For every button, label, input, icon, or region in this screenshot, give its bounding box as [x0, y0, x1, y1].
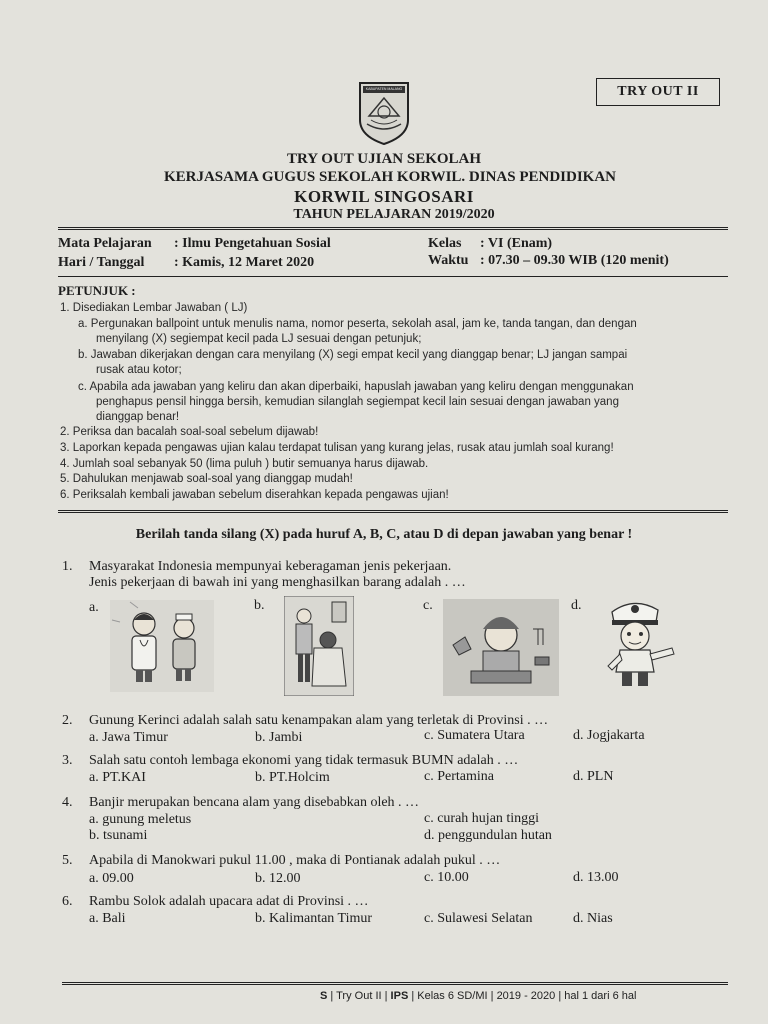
option-a: a.: [89, 600, 99, 615]
option-c: c. Sumatera Utara: [424, 728, 525, 743]
question-number: 5.: [62, 853, 73, 868]
instructions-rule: [58, 510, 728, 513]
footer-kelas: Kelas 6 SD/MI: [417, 990, 488, 1002]
option-d: d. penggundulan hutan: [424, 828, 552, 843]
option-b: b. Jambi: [255, 730, 303, 745]
footer-year: 2019 - 2020: [496, 990, 556, 1002]
header-line-3: KORWIL SINGOSARI: [294, 187, 474, 206]
class-label: Kelas: [428, 236, 462, 251]
option-c: c. 10.00: [424, 870, 469, 885]
option-b: b.: [254, 598, 265, 613]
question-text: Salah satu contoh lembaga ekonomi yang tidak termasuk BUMN adalah . …: [89, 753, 519, 768]
option-c: c. Sulawesi Selatan: [424, 911, 533, 926]
option-c: c. curah hujan tinggi: [424, 811, 540, 826]
info-rule: [58, 276, 728, 277]
instruction-line: 4. Jumlah soal sebanyak 50 (lima puluh ) butir semuanya harus dijawab.: [60, 458, 429, 470]
date-label: Hari / Tanggal: [58, 255, 145, 270]
date-value: : Kamis, 12 Maret 2020: [174, 255, 315, 270]
try-out-badge: TRY OUT II: [596, 78, 720, 106]
option-d: d. PLN: [573, 769, 614, 784]
instruction-line: 2. Periksa dan bacalah soal-soal sebelum dijawab!: [60, 426, 319, 438]
instruction-line: b. Jawaban dikerjakan dengan cara menyilang (X) segi empat kecil yang dianggap benar; LJ jangan sampai: [78, 349, 628, 361]
option-d: d. Jogjakarta: [573, 728, 645, 743]
question-text: Banjir merupakan bencana alam yang disebabkan oleh . …: [89, 795, 420, 810]
question-text: Masyarakat Indonesia mempunyai keberagaman jenis pekerjaan.: [89, 559, 452, 574]
footer-page: hal 1 dari 6 hal: [564, 990, 637, 1002]
subject-label: Mata Pelajaran: [58, 236, 152, 251]
question-text: Rambu Solok adalah upacara adat di Provinsi . …: [89, 894, 369, 909]
option-c: c. Pertamina: [424, 769, 494, 784]
option-a: a. PT.KAI: [89, 770, 146, 785]
option-b: b. PT.Holcim: [255, 770, 330, 785]
doctor-nurse-picture: [110, 600, 214, 692]
option-b: b. Kalimantan Timur: [255, 911, 373, 926]
instruction-line: dianggap benar!: [96, 411, 180, 423]
instruction-line: 6. Periksalah kembali jawaban sebelum diserahkan kepada pengawas ujian!: [60, 489, 449, 501]
time-label: Waktu: [428, 253, 469, 268]
logo-text: KABUPATEN MALANG: [365, 87, 403, 91]
footer-rule: [62, 982, 728, 985]
instruction-line: a. Pergunakan ballpoint untuk menulis nama, nomor peserta, sekolah asal, jam ke, tanda tangan, dan dengan: [78, 318, 637, 330]
option-a: a. Bali: [89, 911, 126, 926]
question-number: 3.: [62, 753, 73, 768]
header-line-2: KERJASAMA GUGUS SEKOLAH KORWIL. DINAS PENDIDIKAN: [163, 169, 617, 185]
page-footer: S | Try Out II | IPS | Kelas 6 SD/MI | 2019 - 2020 | hal 1 dari 6 hal: [320, 990, 637, 1002]
header-rule: [58, 227, 728, 230]
instruction-line: 3. Laporkan kepada pengawas ujian kalau terdapat tulisan yang kurang jelas, rusak atau jumlah soal kurang!: [60, 442, 614, 454]
option-a: a. Jawa Timur: [89, 730, 168, 745]
answer-instruction: Berilah tanda silang (X) pada huruf A, B, C, atau D di depan jawaban yang benar !: [135, 527, 633, 542]
instruction-line: 5. Dahulukan menjawab soal-soal yang dianggap mudah!: [60, 473, 353, 485]
option-a: a. gunung meletus: [89, 812, 192, 827]
footer-subject: IPS: [390, 990, 409, 1002]
police-officer-picture: [598, 596, 676, 690]
option-d: d.: [571, 598, 582, 613]
question-number: 6.: [62, 894, 73, 909]
instruction-line: c. Apabila ada jawaban yang keliru dan akan diperbaiki, hapuslah jawaban yang keliru dengan menggunakan: [78, 381, 634, 393]
instruction-line: menyilang (X) segiempat kecil pada LJ sesuai dengan petunjuk;: [96, 333, 422, 345]
header-line-1: TRY OUT UJIAN SEKOLAH: [286, 151, 482, 167]
subject-value: : Ilmu Pengetahuan Sosial: [174, 236, 331, 251]
question-text: Jenis pekerjaan di bawah ini yang menghasilkan barang adalah . …: [89, 575, 466, 590]
barber-picture: [284, 596, 354, 696]
option-b: b. 12.00: [255, 871, 301, 886]
option-c: c.: [423, 598, 433, 613]
footer-tryout: Try Out II: [336, 990, 382, 1002]
question-text: Gunung Kerinci adalah salah satu kenampakan alam yang terletak di Provinsi . …: [89, 713, 549, 728]
question-number: 1.: [62, 559, 73, 574]
instruction-line: 1. Disediakan Lembar Jawaban ( LJ): [60, 302, 248, 314]
craftsman-picture: [443, 599, 559, 696]
question-number: 4.: [62, 795, 73, 810]
footer-s: S: [320, 990, 328, 1002]
question-text: Apabila di Manokwari pukul 11.00 , maka di Pontianak adalah pukul . …: [89, 853, 501, 868]
option-b: b. tsunami: [89, 828, 148, 843]
question-number: 2.: [62, 713, 73, 728]
class-value: : VI (Enam): [480, 236, 553, 251]
instruction-line: rusak atau kotor;: [96, 364, 182, 376]
time-value: : 07.30 – 09.30 WIB (120 menit): [480, 253, 669, 268]
instruction-line: penghapus pensil hingga bersih, kemudian silanglah segiempat kecil lain sesuai dengan jawaban yang: [96, 396, 619, 408]
instructions-title: PETUNJUK :: [58, 283, 136, 298]
option-d: d. 13.00: [573, 870, 619, 885]
option-d: d. Nias: [573, 911, 613, 926]
header-line-4: TAHUN PELAJARAN 2019/2020: [293, 207, 495, 222]
option-a: a. 09.00: [89, 871, 134, 886]
